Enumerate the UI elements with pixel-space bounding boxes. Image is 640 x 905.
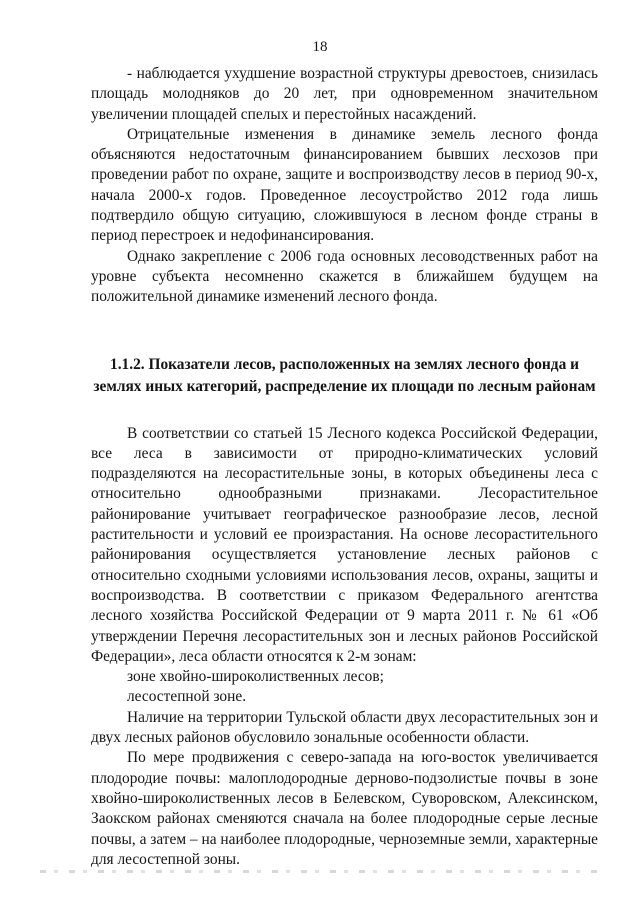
section-heading-line-1: 1.1.2. Показатели лесов, расположенных на землях лесного фонда и [110, 355, 579, 373]
paragraph-consolidation: Однако закрепление с 2006 года основных лесоводственных работ на уровне субъекта несомненно скажется в ближайшем будущем на положительной динамике изменений лесного фонда. [91, 247, 598, 306]
paragraph-forest-code: В соответствии со статьей 15 Лесного кодекса Российской Федерации, все леса в зависимости от природно-климатических условий подразделяются на лесорастительные зоны, в которых объединены леса с относительно однообразными признаками. Лесорастительное районирование учитывает географическое разнообразие лесов, лесной растительности и условий ее произрастания. На основе лесорастительного районирования осуществляется установление лесных районов с относительно сходными условиями использования лесов, охраны, защиты и воспроизводства. В соответствии с приказом Федерального агентства лесного хозяйства Российской Федерации от 9 марта 2011 г. № 61 «Об утверждении Перечня лесорастительных зон и лесных районов Российской Федерации», леса области относятся к 2-м зонам: [91, 424, 598, 665]
list-item: зоне хвойно-широколиственных лесов; [127, 668, 384, 686]
section-heading-line-2: землях иных категорий, распределение их площади по лесным районам [93, 377, 596, 395]
zones-list [91, 667, 598, 708]
paragraph-zonal-features: Наличие на территории Тульской области двух лесорастительных зон и двух лесных районов обусловило зональные особенности области. [91, 708, 598, 747]
paragraph-age-structure: - наблюдается ухудшение возрастной структуры древостоев, снизилась площадь молодняков до 20 лет, при одновременном значительном увеличении площадей спелых и перестойных насаждений. [91, 65, 598, 123]
paragraph-soil-fertility: По мере продвижения с северо-запада на юго-восток увеличивается плодородие почвы: малоплодородные дерново-подзолистые почвы в зоне хвойно-широколиственных лесов в Белевском, Суворовском, Алексинском, Заокском районах сменяются сначала на более плодородные серые лесные почвы, а затем – на наиболее плодородные, черноземные земли, характерные для лесостепной зоны. [91, 749, 598, 868]
paragraph-negative-changes: Отрицательные изменения в динамике земель лесного фонда объясняются недостаточным финансированием бывших лесхозов при проведении работ по охране, защите и воспроизводству лесов в период 90-х, начала 2000-х годов. Проведенное лесоустройство 2012 года лишь подтвердило общую ситуацию, сложившуюся в лесном фонде страны в период перестроек и недофинансирования. [91, 125, 598, 245]
section-heading [91, 354, 598, 398]
document-body [91, 64, 598, 870]
scan-artifact [40, 870, 600, 873]
page-number: 18 [312, 39, 328, 55]
list-item: лесостепной зоне. [127, 688, 247, 706]
